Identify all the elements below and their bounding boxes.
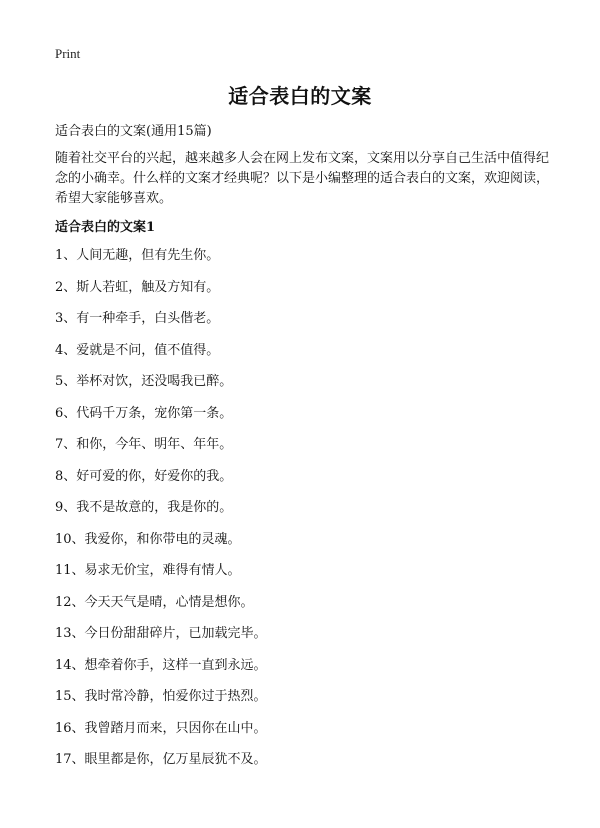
list-item: 13、今日份甜甜碎片，已加载完毕。 <box>55 626 267 641</box>
list-item: 5、举杯对饮，还没喝我已醉。 <box>55 374 233 389</box>
intro-paragraph: 随着社交平台的兴起，越来越多人会在网上发布文案，文案用以分享自己生活中值得纪念的小确幸。什么样的文案才经典呢？以下是小编整理的适合表白的文案，欢迎阅读，希望大家能够喜欢。 <box>55 151 550 206</box>
list-item: 7、和你，今年、明年、年年。 <box>55 437 233 452</box>
list-item: 2、斯人若虹，触及方知有。 <box>55 279 220 295</box>
list-item: 17、眼里都是你，亿万星辰犹不及。 <box>55 752 267 767</box>
quote-list <box>55 247 267 783</box>
list-item: 11、易求无价宝，难得有情人。 <box>55 563 241 578</box>
list-item: 14、想牵着你手，这样一直到永远。 <box>55 657 267 673</box>
list-item: 12、今天天气是晴，心情是想你。 <box>55 594 254 610</box>
list-item: 1、人间无趣，但有先生你。 <box>55 248 220 263</box>
list-item: 10、我爱你，和你带电的灵魂。 <box>55 531 241 547</box>
list-item: 3、有一种牵手，白头偕老。 <box>55 311 220 326</box>
list-item: 9、我不是故意的，我是你的。 <box>55 500 233 515</box>
list-item: 8、好可爱的你，好爱你的我。 <box>55 468 233 484</box>
list-item: 15、我时常冷静，怕爱你过于热烈。 <box>55 689 267 704</box>
section-heading: 适合表白的文案1 <box>55 220 156 235</box>
page-title: 适合表白的文案 <box>228 84 372 108</box>
document-subtitle: 适合表白的文案(通用15篇) <box>55 124 212 139</box>
list-item: 4、爱就是不问，值不值得。 <box>55 342 220 358</box>
list-item: 6、代码千万条，宠你第一条。 <box>55 405 233 421</box>
print-link[interactable]: Print <box>55 46 81 61</box>
list-item: 16、我曾踏月而来，只因你在山中。 <box>55 720 267 736</box>
